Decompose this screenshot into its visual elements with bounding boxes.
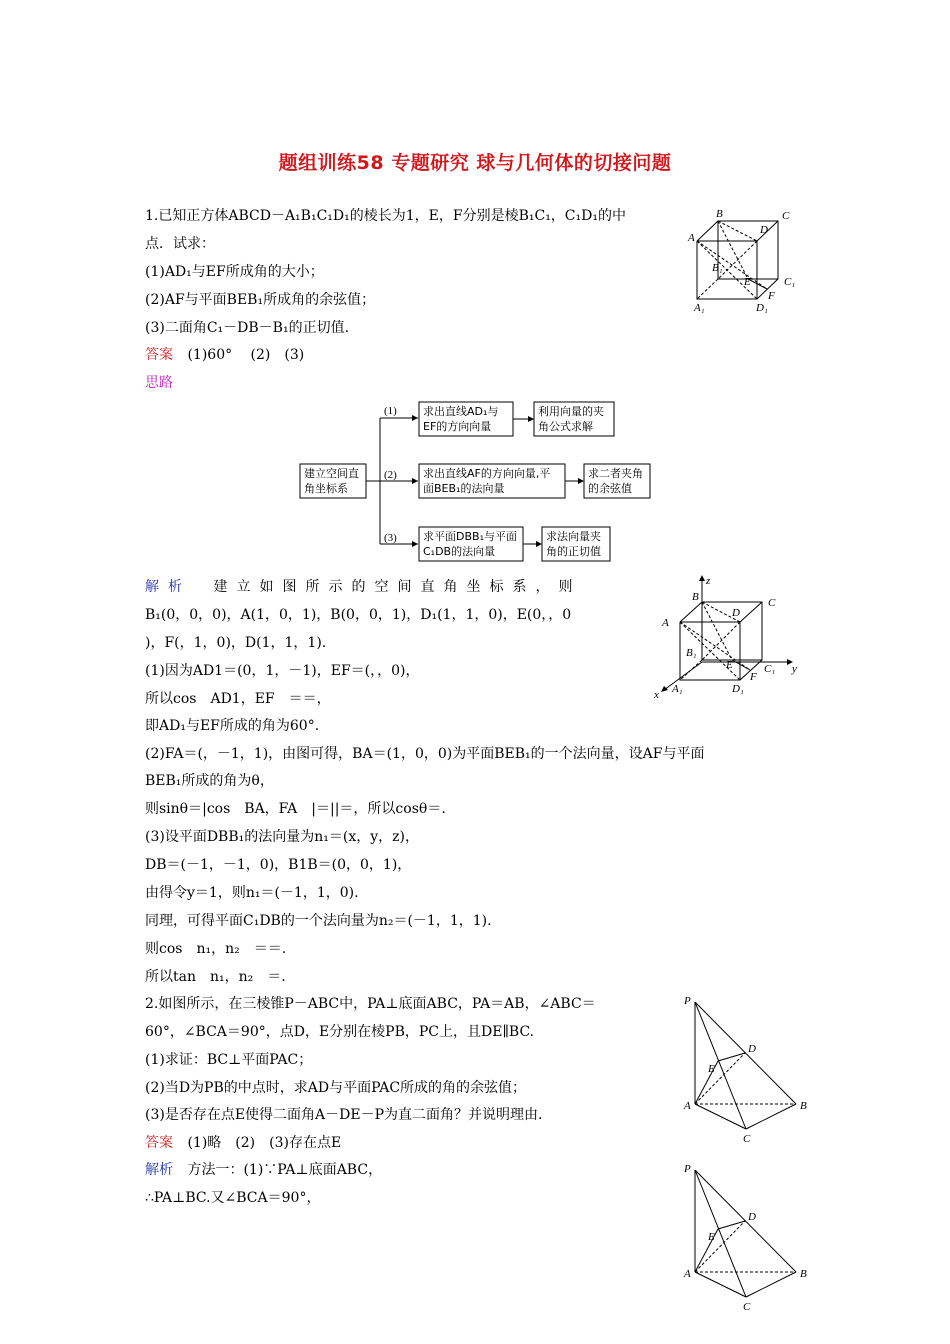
q1-solution-line-12: 由得令y＝1，则n₁＝(－1，1，0). — [145, 885, 359, 901]
flow-b2-step2-text: 求二者夹角的余弦值 — [588, 467, 643, 495]
cube2-label-C1: C₁ — [764, 663, 776, 675]
cube1-label-C: C — [782, 210, 790, 222]
cube1-label-F: F — [768, 290, 775, 302]
q1-solution-line-10: (3)设平面DBB₁的法向量为n₁＝(x，y，z)， — [145, 829, 419, 845]
q1-part-2: (2)AF与平面BEB₁所成角的余弦值； — [145, 292, 376, 308]
q2-line-2: 60°，∠BCA＝90°，点D，E分别在棱PB，PC上，且DE∥BC. — [145, 1024, 535, 1040]
pyramid-figure-2 — [678, 1160, 818, 1315]
flow-b3-tag: (3) — [384, 532, 397, 544]
flow-b1-tag: (1) — [384, 405, 397, 417]
cube2-label-A1: A₁ — [672, 683, 683, 695]
pyr2-label-C: C — [743, 1301, 751, 1313]
pyr1-label-C: C — [743, 1133, 751, 1145]
q1-solution-line-13: 同理，可得平面C₁DB的一个法向量为n₂＝(－1，1，1). — [145, 913, 492, 929]
pyr1-label-P: P — [684, 995, 691, 1007]
pyr1-label-A: A — [684, 1100, 691, 1112]
flow-b1-step2-text: 利用向量的夹角公式求解 — [538, 405, 604, 433]
pyr2-label-D: D — [748, 1211, 756, 1223]
q2-solution-line-2: ∴PA⊥BC.又∠BCA＝90°， — [145, 1190, 321, 1206]
pyramid-figure-1 — [678, 992, 818, 1147]
flow-b2-step1-text: 求出直线AF的方向向量,平面BEB₁的法向量 — [423, 467, 551, 495]
q1-solution-line-9: 则sinθ＝|cos BA，FA |＝||＝，所以cosθ＝. — [145, 801, 446, 817]
q2-answer-label: 答案 — [145, 1135, 173, 1151]
q1-solution-line-1: 建立如图所示的空间直角坐标系，则 — [213, 579, 582, 595]
cube2-label-x: x — [654, 689, 659, 700]
flow-b2-tag: (2) — [384, 469, 397, 481]
cube1-label-B1: B₁ — [712, 262, 723, 274]
cube1-label-C1: C₁ — [784, 276, 796, 288]
cube1-label-E: E — [744, 276, 751, 288]
q1-solution-line-6: 即AD₁与EF所成的角为60°． — [145, 718, 329, 734]
q2-part-3: (3)是否存在点E使得二面角A－DE－P为直二面角？并说明理由. — [145, 1107, 543, 1123]
q1-solution-line-4: (1)因为AD1＝(0，1，－1)，EF＝(，，0)， — [145, 663, 420, 679]
cube1-label-A1: A₁ — [694, 302, 705, 314]
cube2-label-C: C — [768, 597, 776, 609]
cube2-label-D1: D₁ — [732, 683, 744, 695]
cube2-label-D: D — [732, 607, 740, 619]
q1-solution-line-8: BEB₁所成的角为θ， — [145, 773, 274, 789]
q2-solution-label: 解析 — [145, 1162, 173, 1178]
pyr1-label-D: D — [748, 1043, 756, 1055]
q1-solution-line-2: B₁(0，0，0)，A(1，0，1)，B(0，0，1)，D₁(1，1，0)，E(0，，0 — [145, 607, 572, 623]
flow-b3-step2-text: 求法向量夹角的正切值 — [546, 530, 601, 558]
cube2-label-z: z — [706, 575, 711, 587]
cube1-label-A: A — [688, 232, 695, 244]
cube1-label-D: D — [760, 224, 768, 236]
q1-solution-line-15: 所以tan n₁，n₂ ＝. — [145, 969, 286, 985]
q2-solution-line-1: 方法一：(1)∵PA⊥底面ABC， — [187, 1162, 383, 1178]
q1-idea-label: 思路 — [145, 375, 173, 391]
q1-answer-text: (1)60° (2) (3) — [187, 347, 305, 363]
q1-solution-label: 解析 — [145, 579, 191, 595]
q1-line-1: 1.已知正方体ABCD－A₁B₁C₁D₁的棱长为1，E，F分别是棱B₁C₁，C₁D₁的中 — [145, 208, 626, 224]
q2-answer-text: (1)略 (2) (3)存在点E — [187, 1135, 342, 1151]
cube2-label-y: y — [792, 663, 797, 675]
pyr2-label-P: P — [684, 1163, 691, 1175]
q2-line-1: 2.如图所示，在三棱锥P－ABC中，PA⊥底面ABC，PA＝AB，∠ABC＝ — [145, 996, 596, 1012]
q1-solution-line-3: )，F(，1，0)，D(1，1，1). — [145, 635, 327, 651]
idea-flowchart — [290, 396, 660, 568]
q2-part-1: (1)求证：BC⊥平面PAC； — [145, 1052, 313, 1068]
q1-part-3: (3)二面角C₁－DB－B₁的正切值. — [145, 320, 350, 336]
cube2-label-A: A — [662, 617, 669, 629]
q1-answer-label: 答案 — [145, 347, 173, 363]
pyr2-label-A: A — [684, 1268, 691, 1280]
pyr2-label-E: E — [708, 1231, 715, 1243]
q1-solution-line-5: 所以cos AD1，EF ＝＝， — [145, 691, 331, 707]
cube-figure-2 — [650, 572, 810, 700]
page-title: 题组训练58 专题研究 球与几何体的切接问题 — [278, 152, 672, 174]
cube1-label-D1: D₁ — [756, 302, 768, 314]
pyr1-label-B: B — [800, 1100, 807, 1112]
flow-b3-step1-text: 求平面DBB₁与平面C₁DB的法向量 — [423, 530, 517, 558]
pyr1-label-E: E — [708, 1063, 715, 1075]
flow-root-text: 建立空间直角坐标系 — [304, 467, 359, 495]
cube-figure-1 — [680, 205, 810, 315]
cube2-label-F: F — [750, 671, 757, 683]
pyr2-label-B: B — [800, 1268, 807, 1280]
q1-solution-line-14: 则cos n₁，n₂ ＝＝. — [145, 941, 287, 957]
q1-part-1: (1)AD₁与EF所成角的大小； — [145, 264, 324, 280]
flow-b1-step1-text: 求出直线AD₁与EF的方向向量 — [423, 405, 499, 433]
q2-part-2: (2)当D为PB的中点时，求AD与平面PAC所成的角的余弦值； — [145, 1080, 527, 1096]
cube1-label-B: B — [716, 208, 723, 220]
q1-line-2: 点．试求： — [145, 236, 215, 252]
q1-solution-line-11: DB＝(－1，－1，0)，B1B＝(0，0，1)， — [145, 857, 412, 873]
cube2-label-B: B — [692, 591, 699, 603]
cube2-label-B1: B₁ — [686, 647, 697, 659]
cube2-label-E: E — [726, 659, 733, 671]
q1-solution-line-7: (2)FA＝(，－1，1)，由图可得，BA＝(1，0，0)为平面BEB₁的一个法向量，设AF与平面 — [145, 746, 705, 762]
